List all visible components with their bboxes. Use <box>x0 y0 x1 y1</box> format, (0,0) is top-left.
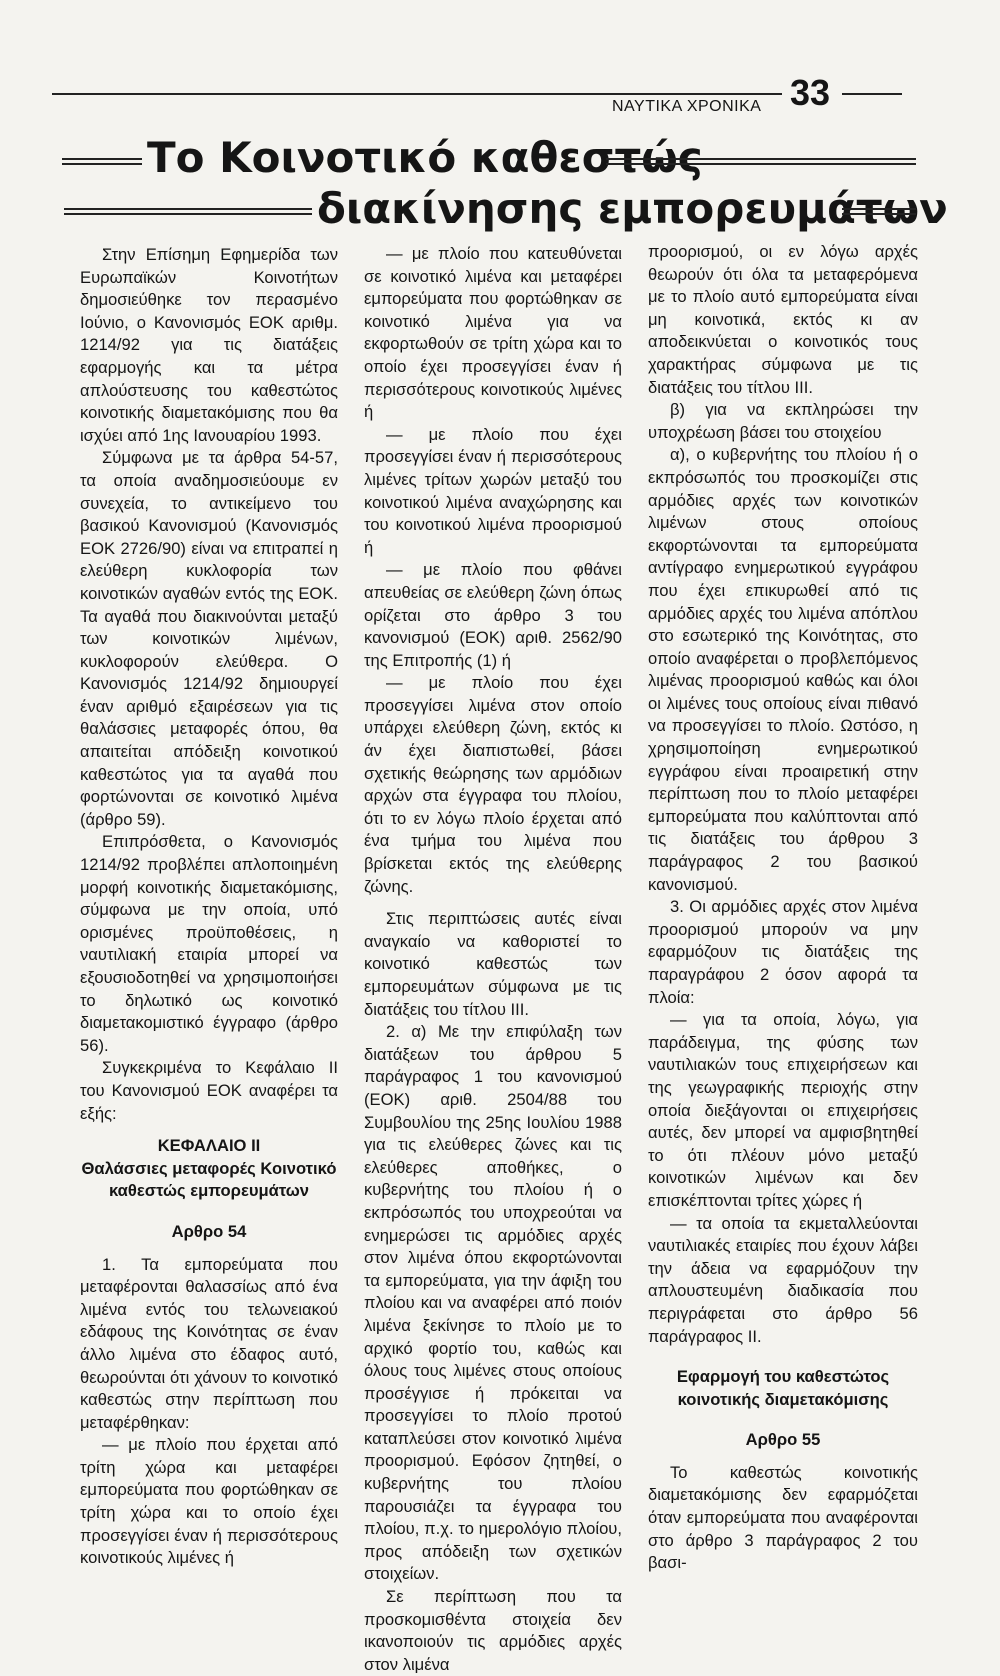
text-column-1 <box>80 244 338 1570</box>
paragraph: προορισμού, οι εν λόγω αρχές θεωρούν ότι όλα τα μεταφερόμενα με το πλοίο αυτό εμπορεύματα είναι μη κοινοτικά, εκτός κι αν αποδεικνύεται ο κοινοτικός τους χαρακτήρας σύμφωνα με τις διατάξεις του τίτλου ΙΙΙ. <box>648 242 918 397</box>
section-heading: Εφαρμογή του καθεστώτος κοινοτικής διαμετακόμισης <box>676 1367 890 1409</box>
chapter-heading: ΚΕΦΑΛΑΙΟ ΙΙ <box>157 1136 261 1156</box>
paragraph: — για τα οποία, λόγω, για παράδειγμα, της φύσης των ναυτιλιακών τους επιχειρήσεων και της γεωγραφικής περιοχής στην οποία διεξάγονται οι επιχειρήσεις αυτές, δεν μπορεί να αμφισβητηθεί το ότι πλέουν μόνο μεταξύ κοινοτικών λιμένων και δεν επισκέπτονται τρίτες χώρες ή <box>648 1010 918 1210</box>
title-rule-right-1 <box>606 158 916 165</box>
paragraph: — με πλοίο που κατευθύνεται σε κοινοτικό λιμένα και μεταφέρει εμπορεύματα που φορτώθηκαν σε κοινοτικό λιμένα για να εκφορτωθούν σε τρίτη χώρα και το οποίο έχει προσεγγίσει έναν ή περισσότερους κοινοτικούς λιμένες ή <box>364 244 622 422</box>
paragraph: Στις περιπτώσεις αυτές είναι αναγκαίο να καθοριστεί το κοινοτικό καθεστώς των εμπορευμάτων σύμφωνα με τις διατάξεις του τίτλου ΙΙΙ. <box>364 909 622 1019</box>
paragraph: Στην Επίσημη Εφημερίδα των Ευρωπαϊκών Κοινοτήτων δημοσιεύθηκε τον περασμένο Ιούνιο, ο Κανονισμός ΕΟΚ αριθμ. 1214/92 για τις διατάξεις εφαρμογής και τα μέτρα απλούστευσης του καθεστώτος κοινοτικής διαμετακόμισης που θα ισχύει από 1ης Ιανουαρίου 1993. <box>80 245 338 445</box>
paragraph: Το καθεστώς κοινοτικής διαμετακόμισης δεν εφαρμόζεται όταν εμπορεύματα που αναφέρονται στο άρθρο 3 παράγραφος 2 του βασι- <box>648 1462 918 1573</box>
article-heading: Αρθρο 54 <box>171 1221 247 1241</box>
paragraph: Συγκεκριμένα το Κεφάλαιο ΙΙ του Κανονισμού ΕΟΚ αναφέρει τα εξής: <box>80 1058 338 1123</box>
text-column-2 <box>364 243 622 1676</box>
paragraph: 1. Τα εμπορεύματα που μεταφέρονται θαλασσίως από ένα λιμένα εντός του τελωνειακού εδάφους της Κοινότητας σε έναν άλλο λιμένα στο έδαφος αυτό, θεωρούνται ότι χάνουν το κοινοτικό καθεστώς στην περίπτωση που μεταφέρθηκαν: <box>80 1254 338 1432</box>
article-title-line-1: Το Κοινοτικό καθεστώς <box>147 133 703 182</box>
magazine-name: ΝΑΥΤΙΚΑ ΧΡΟΝΙΚΑ <box>612 98 762 115</box>
paragraph: 2. α) Με την επιφύλαξη των διατάξεων του άρθρου 5 παράγραφος 1 του κανονισμού (ΕΟΚ) αριθ. 2504/88 του Συμβουλίου της 25ης Ιουλίου 1988 για τις ελεύθερες ζώνες και τις ελεύθερες αποθήκες, ο κυβερνήτης του πλοίου ή ο εκπρόσωπός του υποχρεούται να ενημερώσει τις αρμόδιες αρχές στον λιμένα όπου εκφορτώνονται τα εμπορεύματα, για την άφιξη του πλοίου και να αναφέρει από ποιόν λιμένα ξεκίνησε το πλοίο με το αρχικό φορτίο του, καθώς και όλους τους λιμένες στους οποίους προσέγγισε ή πρόκειται να προσεγγίσει το πλοίο προτού καταπλεύσει στον κοινοτικό λιμένα προορισμού. Εφόσον ζητηθεί, ο κυβερνήτης του πλοίου παρουσιάζει τα έγγραφα του πλοίου, π.χ. το ημερολόγιο πλοίου, προς απόδειξη των σχετικών στοιχείων. <box>364 1022 622 1584</box>
paragraph: — με πλοίο που έχει προσεγγίσει λιμένα στον οποίο υπάρχει ελεύθερη ζώνη, εκτός κι άν έχει διαπιστωθεί, βάσει σχετικής θεώρησης των αρμόδιων αρχών στα έγγραφα του πλοίου, ότι το εν λόγω πλοίο έρχεται από ένα τμήμα του λιμένα που βρίσκεται εκτός της ελεύθερης ζώνης. <box>364 673 622 896</box>
paragraph: — με πλοίο που έρχεται από τρίτη χώρα και μεταφέρει εμπορεύματα που φορτώθηκαν σε τρίτη χώρα και το οποίο έχει προσεγγίσει έναν ή περισσότερους κοινοτικούς λιμένες ή <box>80 1435 338 1568</box>
title-rule-left-2 <box>64 208 312 215</box>
paragraph: — τα οποία τα εκμεταλλεύονται ναυτιλιακές εταιρίες που έχουν λάβει την άδεια να εφαρμόζουν την απλουστευμένη διαδικασία που περιγράφεται στο άρθρο 56 παράγραφος ΙΙ. <box>648 1213 918 1346</box>
article-heading: Αρθρο 55 <box>745 1430 821 1450</box>
chapter-subheading: Θαλάσσιες μεταφορές Κοινοτικό καθεστώς εμπορευμάτων <box>81 1158 337 1201</box>
header-rule <box>52 93 782 95</box>
page-number: 33 <box>790 72 831 113</box>
paragraph: — με πλοίο που έχει προσεγγίσει έναν ή περισσότερους λιμένες τρίτων χωρών μεταξύ του κοινοτικού λιμένα αναχώρησης και του κοινοτικού λιμένα προορισμού ή <box>364 424 622 557</box>
paragraph: — με πλοίο που φθάνει απευθείας σε ελεύθερη ζώνη όπως ορίζεται στο άρθρο 3 του κανονισμού (ΕΟΚ) αριθ. 2562/90 της Επιτροπής (1) ή <box>364 560 622 670</box>
paragraph: Σε περίπτωση που τα προσκομισθέντα στοιχεία δεν ικανοποιούν τις αρμόδιες αρχές στον λιμένα <box>364 1587 622 1674</box>
paragraph: α), ο κυβερνήτης του πλοίου ή ο εκπρόσωπός του προσκομίζει στις αρμόδιες αρχές των κοινοτικών λιμένων στους οποίους εκφορτώνονται τα εμπορεύματα αντίγραφο ενημερωτικού εγγράφου που έχει επικυρωθεί από τις αρμόδιες αρχές του λιμένα απόπλου στο εσωτερικό της Κοινότητας, στο οποίο αναφέρεται ο προβλεπόμενος λιμένας προορισμού καθώς και όλοι οι λιμένες τους οποίους είναι πιθανό να προσεγγίσει το πλοίο. Ωστόσο, η χρησιμοποίηση ενημερωτικού εγγράφου είναι προαιρετική στην περίπτωση που το πλοίο μεταφέρει εμπορεύματα που καλύπτονται από τις διατάξεις του άρθρου 3 παράγραφος 2 του βασικού κανονισμού. <box>648 445 918 894</box>
paragraph: Επιπρόσθετα, ο Κανονισμός 1214/92 προβλέπει απλοποιημένη μορφή κοινοτικής διαμετακόμισης, σύμφωνα με την οποία, υπό ορισμένες προϋποθέσεις, η ναυτιλιακή εταιρία μπορεί να εξουσιοδοτηθεί να χρησιμοποιήσει το δηλωτικό ως κοινοτικό διαμετακομιστικό έγγραφο (άρθρο 56). <box>80 832 338 1055</box>
paragraph: 3. Οι αρμόδιες αρχές στον λιμένα προορισμού μπορούν να μην εφαρμόζουν τις διατάξεις της παραγράφου 2 όσον αφορά τα πλοία: <box>648 897 918 1007</box>
paragraph: β) για να εκπληρώσει την υποχρέωση βάσει του στοιχείου <box>648 400 918 442</box>
title-rule-right-2 <box>842 208 916 215</box>
title-rule-left-1 <box>62 158 142 165</box>
paragraph: Σύμφωνα με τα άρθρα 54-57, τα οποία αναδημοσιεύουμε εν συνεχεία, το αντικείμενο του βασικού Κανονισμού (Κανονισμός ΕΟΚ 2726/90) είναι να επιτραπεί η ελεύθερη κυκλοφορία των κοινοτικών αγαθών εντός της ΕΟΚ. Τα αγαθά που διακινούνται μεταξύ των κοινοτικών λιμένων, κυκλοφορούν ελεύθερα. Ο Κανονισμός 1214/92 δημιουργεί έναν αριθμό εξαιρέσεων για τις θαλάσσιες μεταφορές όπου, θα απαιτείται απόδειξη κοινοτικού καθεστώτος για τα αγαθά που φορτώνονται σε κοινοτικό λιμένα (άρθρο 59). <box>80 448 338 829</box>
article-title-line-2: διακίνησης εμπορευμάτων <box>317 184 948 233</box>
header-rule-right <box>842 93 902 95</box>
text-column-3 <box>648 241 918 1575</box>
